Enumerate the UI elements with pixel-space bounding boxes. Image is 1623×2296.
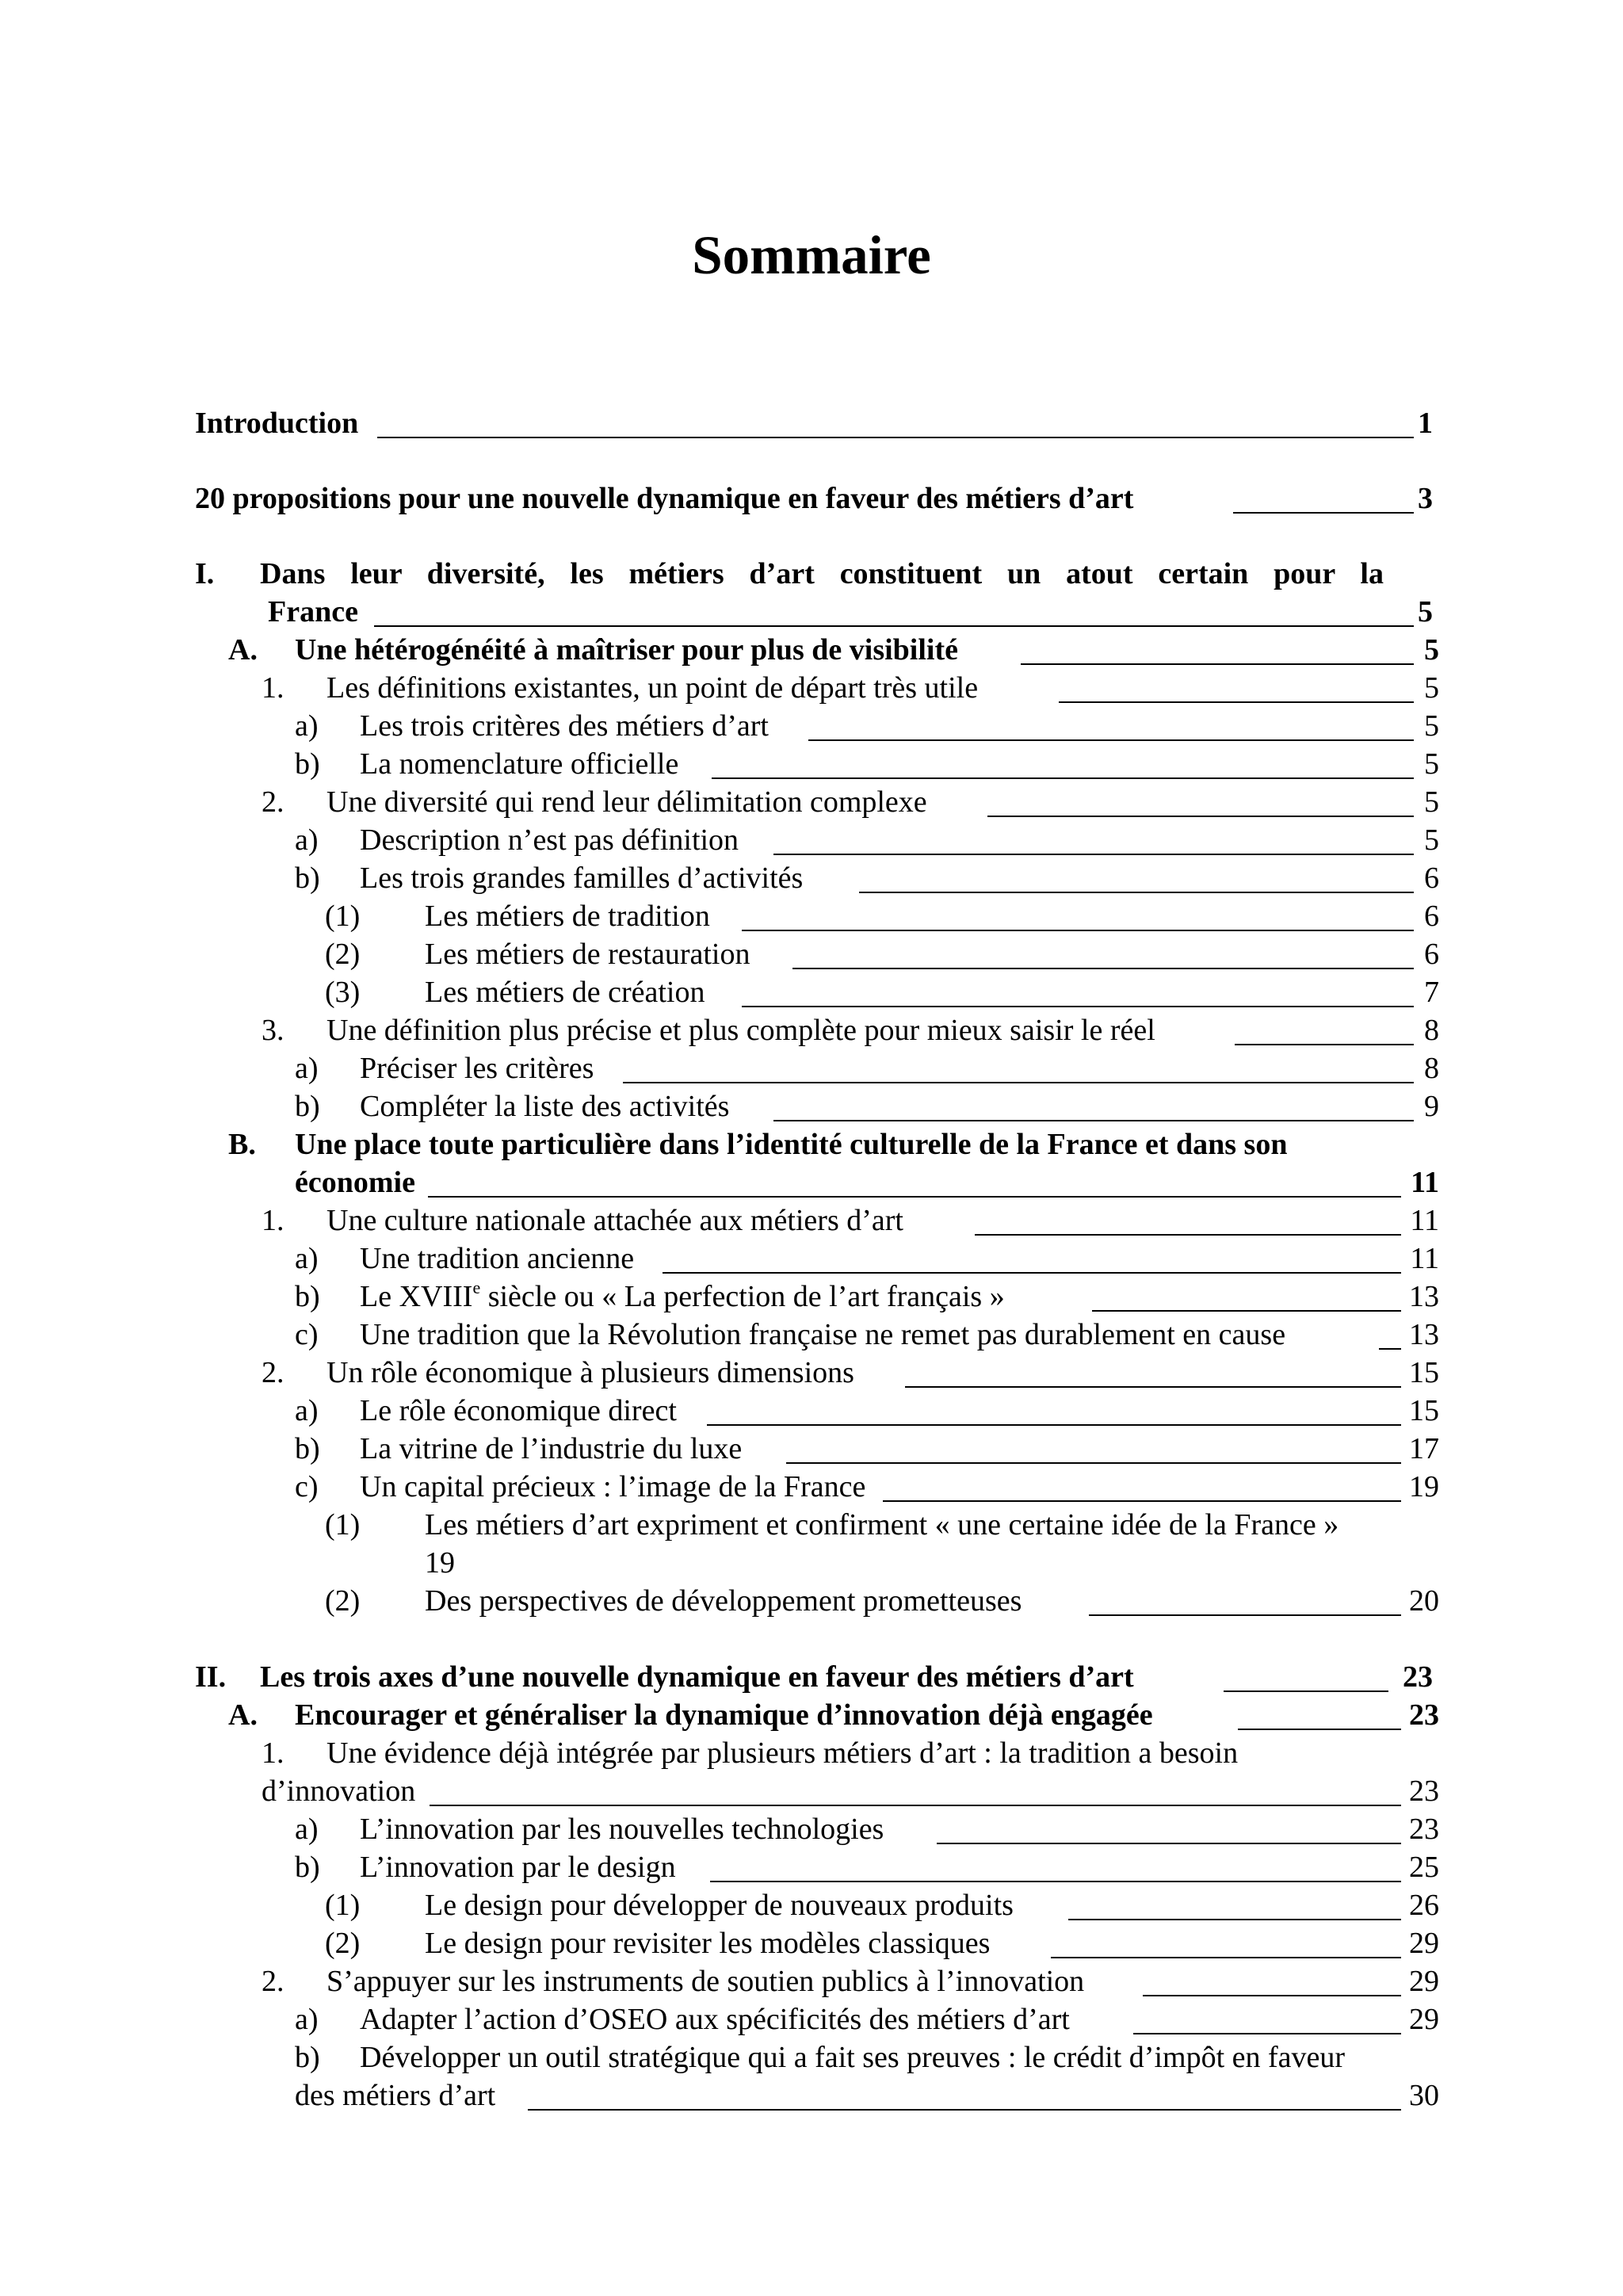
leader-line bbox=[773, 854, 1414, 855]
toc-entry-title: Un rôle économique à plusieurs dimensions bbox=[327, 1356, 854, 1389]
toc-page-number: 29 bbox=[1409, 2003, 1439, 2036]
toc-page-number: 30 bbox=[1409, 2079, 1439, 2112]
toc-entry-1-b-1-a[interactable] bbox=[195, 1240, 1439, 1278]
toc-entry-1-b-1-b[interactable] bbox=[195, 1278, 1439, 1316]
toc-page-number: 11 bbox=[1411, 1166, 1439, 1199]
toc-entry-label: b) bbox=[295, 747, 320, 781]
leader-line bbox=[773, 1120, 1414, 1121]
toc-entry-2-a-2-b[interactable] bbox=[195, 2038, 1439, 2076]
leader-line bbox=[377, 437, 1414, 438]
toc-entry-2-a-1-b-2[interactable] bbox=[195, 1924, 1439, 1962]
toc-entry-title: Le design pour revisiter les modèles classiques bbox=[425, 1927, 991, 1960]
toc-page-number: 6 bbox=[1424, 900, 1439, 933]
toc-entry-part-1-cont[interactable] bbox=[195, 593, 1439, 631]
toc-entry-label: A. bbox=[228, 633, 258, 667]
toc-entry-title: France bbox=[268, 595, 358, 628]
leader-line bbox=[905, 1386, 1401, 1388]
leader-line bbox=[937, 1843, 1401, 1844]
toc-entry-part-1[interactable] bbox=[195, 555, 1439, 593]
toc-page-number: 15 bbox=[1409, 1394, 1439, 1427]
toc-entry-title: Le rôle économique direct bbox=[360, 1394, 677, 1427]
page-title: Sommaire bbox=[692, 225, 931, 285]
toc-entry-2-a-1-b-1[interactable] bbox=[195, 1886, 1439, 1924]
toc-page-number: 19 bbox=[425, 1546, 455, 1580]
superscript-e: e bbox=[472, 1278, 481, 1297]
toc-page-number: 5 bbox=[1424, 823, 1439, 857]
toc-entry-label: 1. bbox=[262, 1204, 285, 1237]
toc-entry-title: Des perspectives de développement prometteuses bbox=[425, 1584, 1022, 1618]
toc-entry-title: Introduction bbox=[195, 407, 359, 440]
toc-entry-1-b-2-c-1-page[interactable] bbox=[195, 1544, 1439, 1582]
toc-entry-1-a-2[interactable] bbox=[195, 783, 1439, 821]
toc-entry-title: Le design pour développer de nouveaux produits bbox=[425, 1889, 1014, 1922]
leader-line bbox=[1238, 1729, 1401, 1730]
toc-entry-label: a) bbox=[295, 709, 319, 743]
toc-entry-1-b-2-b[interactable] bbox=[195, 1430, 1439, 1468]
leader-line bbox=[1143, 1995, 1401, 1996]
toc-entry-1-b-2-c-2[interactable] bbox=[195, 1582, 1439, 1620]
toc-entry-title: Encourager et généraliser la dynamique d’innovation déjà engagée bbox=[295, 1698, 1153, 1732]
toc-entry-label: b) bbox=[295, 1280, 320, 1313]
toc-entry-label: b) bbox=[295, 1851, 320, 1884]
toc-page-number: 25 bbox=[1409, 1851, 1439, 1884]
toc-entry-1-a-3[interactable] bbox=[195, 1011, 1439, 1049]
leader-line bbox=[786, 1462, 1401, 1464]
toc-entry-title: Les métiers d’art expriment et confirment « une certaine idée de la France » bbox=[425, 1508, 1339, 1541]
leader-line bbox=[707, 1424, 1401, 1426]
toc-entry-1-a-1-a[interactable] bbox=[195, 707, 1439, 745]
toc-page-number: 11 bbox=[1410, 1242, 1439, 1275]
leader-line bbox=[1133, 2033, 1401, 2034]
toc-entry-1-a-2-b-2[interactable] bbox=[195, 935, 1439, 973]
toc-page-number: 9 bbox=[1424, 1090, 1439, 1123]
toc-entry-1-b-cont[interactable] bbox=[195, 1163, 1439, 1201]
toc-entry-title: Une diversité qui rend leur délimitation complexe bbox=[327, 785, 927, 819]
leader-line bbox=[792, 968, 1414, 969]
toc-entry-title: Les trois grandes familles d’activités bbox=[360, 861, 804, 895]
toc-page-number: 13 bbox=[1409, 1280, 1439, 1313]
toc-page-number: 8 bbox=[1424, 1014, 1439, 1047]
toc-entry-2-a-1[interactable] bbox=[195, 1734, 1439, 1772]
toc-page-number: 15 bbox=[1409, 1356, 1439, 1389]
toc-entry-title: Les métiers de création bbox=[425, 976, 705, 1009]
toc-entry-title: Une tradition que la Révolution française ne remet pas durablement en cause bbox=[360, 1318, 1286, 1351]
toc-entry-title: Description n’est pas définition bbox=[360, 823, 739, 857]
leader-line bbox=[428, 1196, 1401, 1198]
toc-page-number: 23 bbox=[1403, 1660, 1433, 1694]
toc-entry-title: Une place toute particulière dans l’identité culturelle de la France et dans son bbox=[295, 1128, 1288, 1161]
leader-line bbox=[1059, 701, 1414, 703]
toc-entry-label: b) bbox=[295, 2041, 320, 2074]
toc-entry-label: (2) bbox=[325, 1584, 361, 1618]
leader-line bbox=[374, 625, 1414, 627]
toc-page-number: 6 bbox=[1424, 861, 1439, 895]
leader-line bbox=[1092, 1310, 1401, 1312]
toc-page-number: 5 bbox=[1418, 595, 1433, 628]
toc-entry-title: Une hétérogénéité à maîtriser pour plus de visibilité bbox=[295, 633, 959, 667]
toc-entry-1-b-2[interactable] bbox=[195, 1354, 1439, 1392]
toc-entry-1-b[interactable] bbox=[195, 1125, 1439, 1163]
leader-line bbox=[430, 1805, 1401, 1806]
leader-line bbox=[883, 1500, 1401, 1502]
toc-entry-label: A. bbox=[228, 1698, 258, 1732]
toc-entry-label: b) bbox=[295, 1432, 320, 1465]
toc-entry-2-a-2-a[interactable] bbox=[195, 2000, 1439, 2038]
leader-line bbox=[710, 1881, 1401, 1882]
toc-entry-label: (1) bbox=[325, 1889, 361, 1922]
toc-entry-title: Une culture nationale attachée aux métiers d’art bbox=[327, 1204, 903, 1237]
toc-entry-label: I. bbox=[195, 557, 215, 590]
toc-entry-title: d’innovation bbox=[262, 1775, 416, 1808]
toc-entry-title-pre: Le XVIII bbox=[360, 1280, 473, 1313]
toc-page-number: 23 bbox=[1409, 1698, 1439, 1732]
toc-entry-label: (3) bbox=[325, 976, 361, 1009]
toc-entry-title-post: siècle ou « La perfection de l’art français » bbox=[480, 1280, 1005, 1313]
toc-entry-1-b-1-c[interactable] bbox=[195, 1316, 1439, 1354]
toc-entry-title: Les définitions existantes, un point de départ très utile bbox=[327, 671, 979, 705]
leader-line bbox=[742, 930, 1414, 931]
leader-line bbox=[808, 739, 1414, 741]
toc-entry-title: Préciser les critères bbox=[360, 1052, 594, 1085]
toc-entry-label: b) bbox=[295, 861, 320, 895]
toc-entry-propositions[interactable] bbox=[195, 479, 1439, 518]
toc-page-number: 8 bbox=[1424, 1052, 1439, 1085]
toc-entry-title: Un capital précieux : l’image de la France bbox=[360, 1470, 866, 1503]
toc-entry-2-a-2-b-cont[interactable] bbox=[195, 2076, 1439, 2115]
toc-page-number: 29 bbox=[1409, 1965, 1439, 1998]
toc-entry-title: L’innovation par les nouvelles technologies bbox=[360, 1813, 884, 1846]
toc-entry-1-a-3-b[interactable] bbox=[195, 1087, 1439, 1125]
toc-page-number: 13 bbox=[1409, 1318, 1439, 1351]
toc-page-number: 6 bbox=[1424, 938, 1439, 971]
toc-page-number: 20 bbox=[1409, 1584, 1439, 1618]
leader-line bbox=[1068, 1919, 1401, 1920]
toc-entry-title: 20 propositions pour une nouvelle dynamique en faveur des métiers d’art bbox=[195, 482, 1134, 515]
leader-line bbox=[742, 1006, 1414, 1007]
toc-page-number: 23 bbox=[1409, 1775, 1439, 1808]
toc-page-number: 3 bbox=[1418, 482, 1433, 515]
toc-page-number: 26 bbox=[1409, 1889, 1439, 1922]
leader-line bbox=[987, 816, 1414, 817]
toc-entry-label: 3. bbox=[262, 1014, 285, 1047]
toc-entry-label: a) bbox=[295, 2003, 319, 2036]
toc-entry-title: Compléter la liste des activités bbox=[360, 1090, 730, 1123]
toc-entry-introduction[interactable] bbox=[195, 404, 1439, 442]
leader-line bbox=[1233, 512, 1414, 514]
leader-line bbox=[859, 892, 1414, 893]
toc-entry-title: S’appuyer sur les instruments de soutien publics à l’innovation bbox=[327, 1965, 1085, 1998]
toc-entry-2-a-1-a[interactable] bbox=[195, 1810, 1439, 1848]
toc-page-number: 5 bbox=[1424, 747, 1439, 781]
toc-entry-label: II. bbox=[195, 1660, 227, 1694]
toc-entry-1-b-2-c[interactable] bbox=[195, 1468, 1439, 1506]
toc-entry-title: Une évidence déjà intégrée par plusieurs métiers d’art : la tradition a besoin bbox=[327, 1736, 1239, 1770]
toc-entry-label: (2) bbox=[325, 938, 361, 971]
leader-line bbox=[528, 2109, 1401, 2111]
toc-entry-label: a) bbox=[295, 1242, 319, 1275]
toc-entry-title: Une définition plus précise et plus complète pour mieux saisir le réel bbox=[327, 1014, 1155, 1047]
toc-page-number: 5 bbox=[1424, 785, 1439, 819]
toc-entry-label: 1. bbox=[262, 671, 285, 705]
toc-entry-1-b-2-c-1[interactable] bbox=[195, 1506, 1439, 1544]
toc-entry-2-a-1-b[interactable] bbox=[195, 1848, 1439, 1886]
toc-entry-1-a-2-b-3[interactable] bbox=[195, 973, 1439, 1011]
toc-entry-title: Une tradition ancienne bbox=[360, 1242, 635, 1275]
toc-entry-label: a) bbox=[295, 1052, 319, 1085]
toc-page-number: 23 bbox=[1409, 1813, 1439, 1846]
leader-line bbox=[623, 1082, 1414, 1083]
toc-entry-2-a-2[interactable] bbox=[195, 1962, 1439, 2000]
leader-line bbox=[1379, 1348, 1401, 1350]
leader-line bbox=[663, 1272, 1401, 1274]
leader-line bbox=[712, 777, 1414, 779]
toc-entry-title: des métiers d’art bbox=[295, 2079, 496, 2112]
toc-entry-1-a-2-b-1[interactable] bbox=[195, 897, 1439, 935]
leader-line bbox=[1051, 1957, 1401, 1958]
toc-entry-label: B. bbox=[228, 1128, 256, 1161]
toc-entry-label: b) bbox=[295, 1090, 320, 1123]
leader-line bbox=[1224, 1690, 1388, 1692]
toc-entry-1-a-3-a[interactable] bbox=[195, 1049, 1439, 1087]
toc-entry-label: (2) bbox=[325, 1927, 361, 1960]
toc-page-number: 19 bbox=[1409, 1470, 1439, 1503]
toc-entry-label: 1. bbox=[262, 1736, 285, 1770]
toc-entry-label: c) bbox=[295, 1470, 319, 1503]
toc-page-number: 5 bbox=[1424, 671, 1439, 705]
toc-page-number: 1 bbox=[1418, 407, 1433, 440]
leader-line bbox=[1021, 663, 1414, 665]
toc-entry-label: 2. bbox=[262, 785, 285, 819]
toc-entry-1-b-2-a[interactable] bbox=[195, 1392, 1439, 1430]
toc-entry-1-a-2-b[interactable] bbox=[195, 859, 1439, 897]
toc-entry-title: Adapter l’action d’OSEO aux spécificités des métiers d’art bbox=[360, 2003, 1070, 2036]
toc-entry-part-2[interactable] bbox=[195, 1658, 1439, 1696]
leader-line bbox=[975, 1234, 1401, 1236]
toc-entry-title: Les métiers de restauration bbox=[425, 938, 750, 971]
toc-entry-title: La nomenclature officielle bbox=[360, 747, 679, 781]
toc-entry-label: (1) bbox=[325, 1508, 361, 1541]
toc-page-number: 5 bbox=[1424, 709, 1439, 743]
toc-entry-2-a-1-cont[interactable] bbox=[195, 1772, 1439, 1810]
toc-entry-label: 2. bbox=[262, 1356, 285, 1389]
toc-entry-label: a) bbox=[295, 1394, 319, 1427]
leader-line bbox=[1235, 1044, 1414, 1045]
toc-entry-title: Les trois critères des métiers d’art bbox=[360, 709, 769, 743]
toc-entry-title: La vitrine de l’industrie du luxe bbox=[360, 1432, 743, 1465]
toc-page-number: 11 bbox=[1410, 1204, 1439, 1237]
toc-entry-1-a-1-b[interactable] bbox=[195, 745, 1439, 783]
toc-page-number: 7 bbox=[1424, 976, 1439, 1009]
toc-entry-title: Développer un outil stratégique qui a fait ses preuves : le crédit d’impôt en faveur bbox=[360, 2041, 1346, 2074]
toc-entry-label: a) bbox=[295, 823, 319, 857]
toc-entry-title: Les métiers de tradition bbox=[425, 900, 710, 933]
toc-page-number: 29 bbox=[1409, 1927, 1439, 1960]
toc-entry-2-a[interactable] bbox=[195, 1696, 1439, 1734]
toc-entry-title: Dans leur diversité, les métiers d’art constituent un atout certain pour la bbox=[260, 557, 1384, 590]
leader-line bbox=[1089, 1614, 1401, 1616]
toc-entry-title: Les trois axes d’une nouvelle dynamique en faveur des métiers d’art bbox=[260, 1660, 1134, 1694]
toc-entry-label: (1) bbox=[325, 900, 361, 933]
toc-entry-label: a) bbox=[295, 1813, 319, 1846]
toc-entry-title bbox=[360, 1278, 1005, 1316]
toc-entry-1-a[interactable] bbox=[195, 631, 1439, 669]
toc-entry-1-a-1[interactable] bbox=[195, 669, 1439, 707]
toc-entry-label: c) bbox=[295, 1318, 319, 1351]
toc-page-number: 17 bbox=[1409, 1432, 1439, 1465]
toc-entry-1-a-2-a[interactable] bbox=[195, 821, 1439, 859]
toc-entry-1-b-1[interactable] bbox=[195, 1201, 1439, 1240]
toc-entry-title: L’innovation par le design bbox=[360, 1851, 676, 1884]
toc-entry-title: économie bbox=[295, 1166, 415, 1199]
toc-page-number: 5 bbox=[1424, 633, 1439, 667]
toc-entry-label: 2. bbox=[262, 1965, 285, 1998]
